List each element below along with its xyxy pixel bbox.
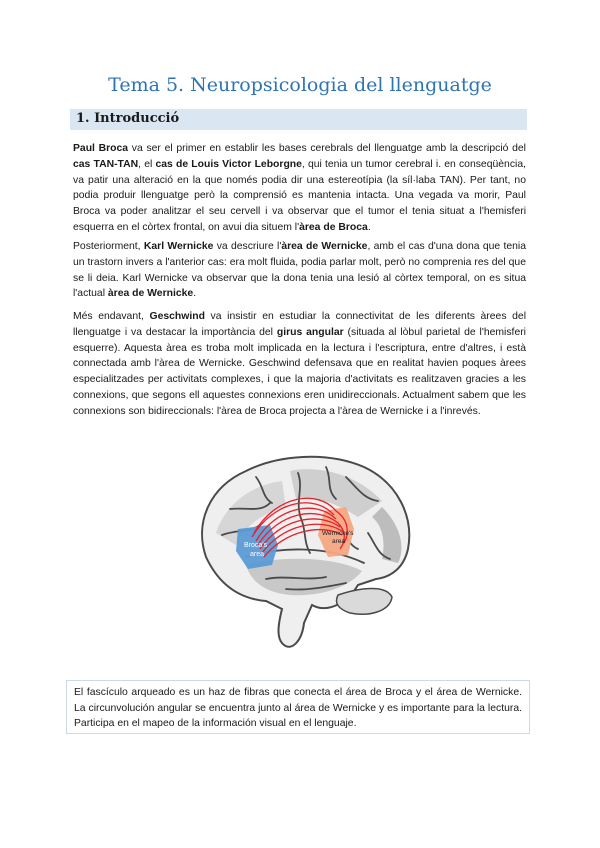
section-title: 1. Introducció <box>76 111 180 126</box>
term-geschwind: Geschwind <box>149 311 205 322</box>
term-cas-leborgne: cas de Louis Victor Leborgne <box>155 158 302 170</box>
text-span: , qui tenia un tumor cerebral i. en conseqüència, va patir una alteració en la que només podia dir una estereotípia (la síl·laba TAN). Per tant, no podia produir llenguatge però la comprensió es mantenia intacta. Una vegada va morir, Paul Broca va poder analitzar el seu cervell i va observar que el tumor el tenia situat a l'hemisferi esquerra en el còrtex frontal, on avui dia situem l' <box>73 158 526 233</box>
text-span: . <box>193 288 197 300</box>
term-area-broca: àrea de Broca <box>299 221 368 233</box>
paragraph-broca <box>73 141 526 236</box>
text-span: va descriure l' <box>213 241 282 252</box>
wernicke-label-line1: Wernicke's <box>322 530 354 537</box>
term-karl-wernicke: Karl Wernicke <box>143 241 214 252</box>
text-span: . <box>367 221 371 233</box>
term-area-wernicke: àrea de Wernicke <box>281 241 368 252</box>
text-span: Més endavant, <box>73 311 150 322</box>
brain-illustration <box>186 437 418 657</box>
text-span: va ser el primer en establir les bases cerebrals del llenguatge amb la descripció del <box>128 143 526 154</box>
note-text: El fascículo arqueado es un haz de fibras que conecta el área de Broca y el área de Wernicke. La circunvolución angular se encuentra junto al área de Wernicke y es importante para la lectura. Participa en el mapeo de la información visual en el lenguaje. <box>74 687 522 729</box>
text-span: , el <box>138 158 156 170</box>
term-paul-broca: Paul Broca <box>73 143 129 154</box>
cerebellum <box>337 589 393 615</box>
text-span: Posteriorment, <box>73 241 144 252</box>
broca-label-line1: Broca's <box>244 542 268 549</box>
broca-label-line2: area <box>250 551 265 558</box>
term-girus-angular: girus angular <box>276 326 344 338</box>
text-span: (situada al lòbul parietal de l'hemisferi esquerre). Aquesta àrea es troba molt implicada en la lectura i l'escriptura, entre d'altres, i està connectada amb l'àrea de Wernicke. Geschwind defensava que en realitat havien poques àrees especialitzades per activitats complexes, i que la majoria d'activitats es realitzaven gracies a les connexions, que segons ell aquestes connexions eren unidireccionals. Actualment sabem que les connexions son bidireccionals: l'àrea de Broca projecta a l'àrea de Wernicke i a l'inrevés. <box>73 326 526 417</box>
term-area-wernicke-2: àrea de Wernicke <box>107 288 194 300</box>
brain-figure <box>186 437 418 657</box>
page-title: Tema 5. Neuropsicologia del llenguatge <box>108 74 492 96</box>
paragraph-wernicke <box>73 239 526 302</box>
note-box <box>66 680 530 734</box>
text-span: va insistir en estudiar la connectivitat de les diferents àrees del llenguatge i va destacar la importància del <box>73 311 526 338</box>
text-span: , amb el cas d'una dona que tenia un trastorn invers a l'anterior cas: era molt fluida, podia parlar molt, però no comprenia res del que se li deia. Karl Wernicke va observar que la dona tenia una lesió al còrtex temporal, on es situa l'actual <box>73 241 526 300</box>
term-cas-tan-tan: cas TAN-TAN <box>73 158 139 170</box>
wernicke-label-line2: area <box>332 538 346 545</box>
paragraph-geschwind <box>73 309 526 420</box>
